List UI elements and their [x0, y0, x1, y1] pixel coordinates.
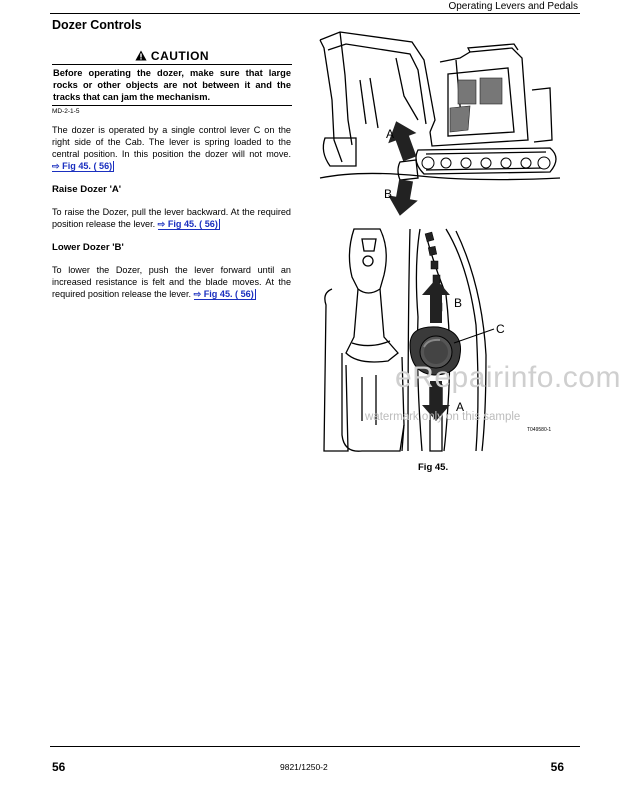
- raise-paragraph: [52, 207, 291, 231]
- caution-label: CAUTION: [150, 49, 210, 63]
- watermark-note: watermark only on this sample: [365, 411, 521, 423]
- lower-dozer-heading: Lower Dozer 'B': [52, 242, 124, 253]
- document-number: 9821/1250-2: [280, 762, 328, 772]
- page-number-right: 56: [550, 760, 564, 774]
- warning-triangle-icon: [135, 50, 147, 64]
- intro-fig-link-text: Fig 45. ( 56): [62, 160, 113, 171]
- figure-caption: Fig 45.: [418, 462, 449, 473]
- lower-paragraph: [52, 265, 291, 301]
- figure-code: T049580-1: [527, 427, 552, 433]
- watermark-site: eRepairinfo.com: [395, 361, 621, 394]
- caution-heading: [52, 49, 292, 64]
- fig-label-a-top: A: [386, 127, 395, 141]
- fig-label-a-bottom: A: [456, 400, 465, 414]
- footer-rule: [50, 746, 580, 747]
- page-number-left: 56: [52, 760, 66, 774]
- lower-fig-link-text: Fig 45. ( 56): [203, 288, 254, 299]
- fig-label-b-bottom: B: [454, 296, 463, 310]
- running-header: Operating Levers and Pedals: [448, 1, 578, 12]
- raise-fig-link[interactable]: ⇨ Fig 45. ( 56): [157, 218, 218, 229]
- raise-text: To raise the Dozer, pull the lever backward. At the required position release the lever.: [52, 207, 291, 229]
- intro-fig-link[interactable]: ⇨ Fig 45. ( 56): [52, 160, 113, 171]
- header-rule: [50, 13, 580, 14]
- intro-text: The dozer is operated by a single control lever C on the right side of the Cab. The lever is spring loaded to the central position. In this position the dozer will not move.: [52, 125, 291, 159]
- lower-text: To lower the Dozer, push the lever forward until an increased resistance is felt and the blade moves. At the required position release the lever.: [52, 265, 291, 299]
- caution-reference-code: MD-2-1-5: [52, 108, 80, 115]
- raise-dozer-heading: Raise Dozer 'A': [52, 184, 122, 195]
- raise-fig-link-text: Fig 45. ( 56): [167, 218, 218, 229]
- section-title: Dozer Controls: [52, 18, 142, 32]
- excavator-illustration: [300, 20, 585, 210]
- fig-label-b-top: B: [384, 187, 393, 201]
- lower-fig-link[interactable]: ⇨ Fig 45. ( 56): [193, 288, 254, 299]
- intro-paragraph: [52, 125, 291, 173]
- fig-label-c: C: [496, 322, 505, 336]
- caution-text: Before operating the dozer, make sure that large rocks or other objects are not between it and the tracks that can jam the mechanism.: [53, 68, 291, 103]
